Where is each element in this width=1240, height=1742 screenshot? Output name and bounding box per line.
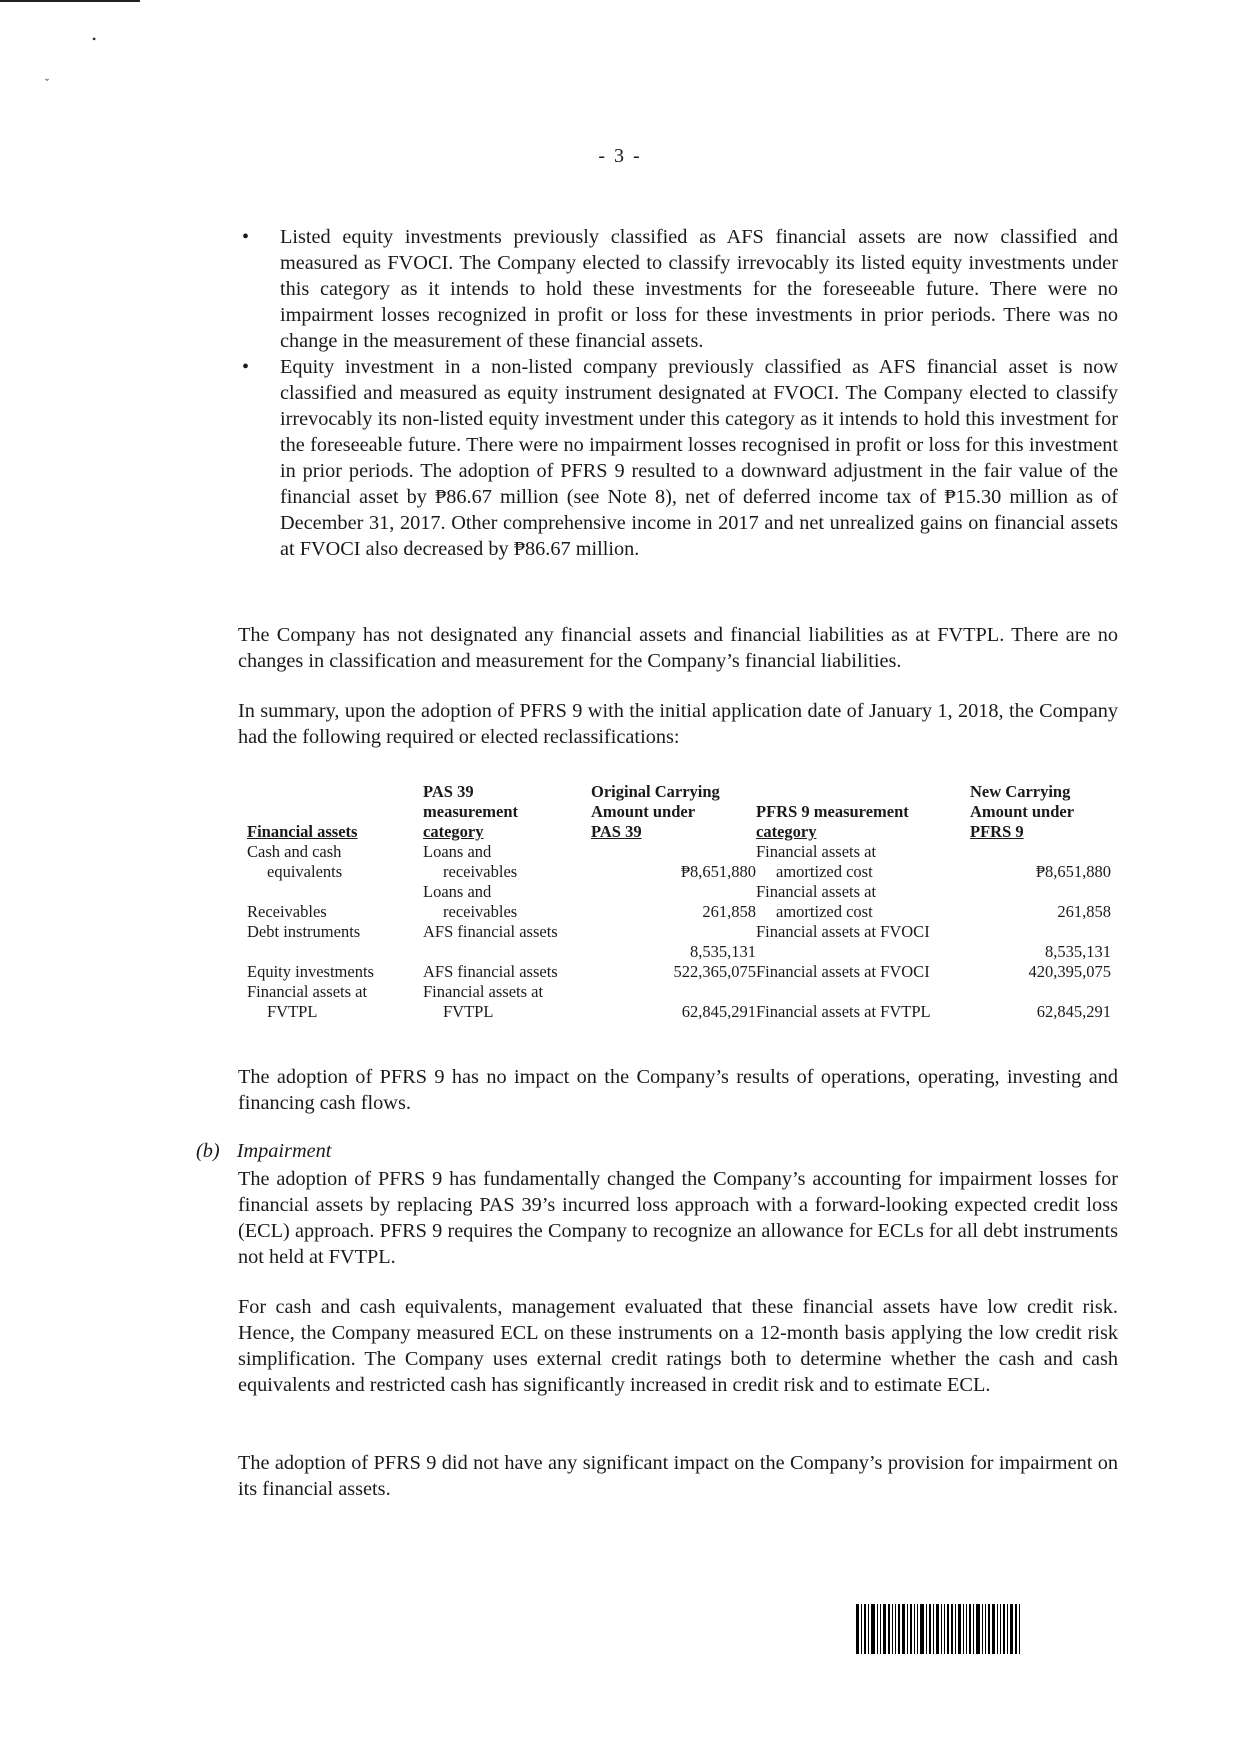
page-number: - 3 - bbox=[598, 145, 642, 167]
barcode-bar bbox=[920, 1604, 924, 1654]
barcode-bar bbox=[951, 1604, 953, 1654]
cell-original: 261,858 bbox=[702, 902, 756, 921]
cell-original: ₱8,651,880 bbox=[680, 862, 756, 881]
barcode-bar bbox=[877, 1604, 878, 1654]
summary-paragraph: In summary, upon the adoption of PFRS 9 with the initial application date of January 1, 2018, the Company had the following required or elected reclassifications: bbox=[238, 700, 1118, 748]
barcode-bar bbox=[1000, 1604, 1001, 1654]
table-row bbox=[247, 962, 1111, 982]
barcode-bar bbox=[936, 1604, 939, 1654]
barcode-bar bbox=[958, 1604, 961, 1654]
barcode-bar bbox=[917, 1604, 918, 1654]
barcode-bar bbox=[871, 1604, 875, 1654]
barcode-bar bbox=[1015, 1604, 1017, 1654]
cell-pfrs9: Financial assets at amortized cost bbox=[756, 882, 877, 921]
section-b-heading bbox=[196, 1140, 331, 1163]
barcode-bar bbox=[966, 1604, 967, 1654]
bullet-list bbox=[238, 224, 1118, 562]
barcode-bar bbox=[973, 1604, 974, 1654]
section-b-marker: (b) bbox=[196, 1140, 220, 1162]
barcode-bar bbox=[861, 1604, 862, 1654]
cell-asset: Equity investments bbox=[247, 962, 374, 981]
barcode-bar bbox=[888, 1604, 890, 1654]
table-row bbox=[247, 882, 1111, 922]
barcode-bar bbox=[892, 1604, 893, 1654]
barcode-bar bbox=[963, 1604, 964, 1654]
barcode-bar bbox=[926, 1604, 927, 1654]
header-new-carrying: New Carrying Amount under PFRS 9 bbox=[970, 782, 1075, 841]
section-b-title: Impairment bbox=[236, 1140, 332, 1162]
barcode-bar bbox=[910, 1604, 912, 1654]
cell-new: 62,845,291 bbox=[1036, 1002, 1111, 1021]
cell-original: 522,365,075 bbox=[673, 962, 756, 981]
barcode-bar bbox=[1007, 1604, 1008, 1654]
barcode-bar bbox=[898, 1604, 900, 1654]
header-original-carrying: Original Carrying Amount under PAS 39 bbox=[591, 782, 720, 841]
cell-original: 62,845,291 bbox=[681, 1002, 756, 1021]
barcode-bar bbox=[944, 1604, 945, 1654]
barcode-bar bbox=[864, 1604, 866, 1654]
cell-pfrs9: Financial assets at amortized cost bbox=[756, 842, 877, 881]
cell-pas39: AFS financial assets bbox=[423, 922, 558, 941]
barcode-bar bbox=[969, 1604, 971, 1654]
cell-new: ₱8,651,880 bbox=[1035, 862, 1111, 881]
table-row bbox=[247, 922, 1111, 962]
barcode-bar bbox=[1019, 1604, 1020, 1654]
barcode-bar bbox=[856, 1604, 859, 1654]
impairment-paragraph-3: The adoption of PFRS 9 did not have any significant impact on the Company’s provision for impairment on its financial assets. bbox=[238, 1452, 1118, 1500]
barcode-bar bbox=[985, 1604, 986, 1654]
barcode-bar bbox=[982, 1604, 983, 1654]
top-edge-rule bbox=[0, 0, 140, 2]
barcode-bar bbox=[880, 1604, 881, 1654]
table-header-row bbox=[247, 782, 1111, 842]
cell-asset: Debt instruments bbox=[247, 922, 361, 941]
cell-new: 261,858 bbox=[1057, 902, 1111, 921]
barcode-bar bbox=[988, 1604, 990, 1654]
header-pas39-category: PAS 39 measurement category bbox=[423, 782, 519, 841]
cell-asset: Receivables bbox=[247, 902, 327, 921]
bullet-non-listed-equity: • Equity investment in a non-listed company previously classified as AFS financial asset is now classified and measured as equity instrument designated at FVOCI. The Company elected to classify irrevocably its non-listed equity investment under this category as it intends to hold this investment for the foreseeable future. There were no impairment losses recognised in profit or loss for this investment in prior periods. The adoption of PFRS 9 resulted to a downward adjustment in the fair value of the financial asset by ₱86.67 million (see Note 8), net of deferred income tax of ₱15.30 million as of December 31, 2017. Other comprehensive income in 2017 and net unrealized gains on financial assets at FVOCI also decreased by ₱86.67 million. bbox=[238, 354, 1118, 562]
cell-new: 8,535,131 bbox=[1045, 942, 1111, 961]
cell-asset: Cash and cash equivalents bbox=[247, 842, 343, 881]
barcode-bar bbox=[992, 1604, 995, 1654]
scan-speck: ˇ bbox=[45, 76, 49, 90]
barcode-bar bbox=[868, 1604, 869, 1654]
barcode-bar bbox=[902, 1604, 905, 1654]
barcode-bar bbox=[941, 1604, 942, 1654]
cell-new: 420,395,075 bbox=[1028, 962, 1111, 981]
barcode-bar bbox=[1003, 1604, 1005, 1654]
barcode-bar bbox=[955, 1604, 956, 1654]
reclassification-table bbox=[247, 782, 1111, 1022]
cell-pfrs9: Financial assets at FVOCI bbox=[756, 922, 930, 941]
barcode bbox=[856, 1604, 1106, 1654]
cell-pfrs9: Financial assets at FVOCI bbox=[756, 962, 930, 981]
cell-pas39: AFS financial assets bbox=[423, 962, 558, 981]
cell-pas39: Loans and receivables bbox=[423, 842, 518, 881]
barcode-bar bbox=[914, 1604, 915, 1654]
bullet-listed-equity: • Listed equity investments previously classified as AFS financial assets are now classified and measured as FVOCI. The Company elected to classify irrevocably its listed equity investments under this category as it intends to hold these investments for the foreseeable future. There were no impairment losses recognized in profit or loss for these investments in prior periods. There was no change in the measurement of these financial assets. bbox=[238, 224, 1118, 354]
cell-pas39: Loans and receivables bbox=[423, 882, 518, 921]
barcode-bar bbox=[933, 1604, 934, 1654]
cell-original: 8,535,131 bbox=[690, 942, 756, 961]
table-row bbox=[247, 842, 1111, 882]
scan-speck: • bbox=[92, 32, 97, 46]
table-row bbox=[247, 982, 1111, 1022]
impairment-paragraph-2: For cash and cash equivalents, management evaluated that these financial assets have low credit risk. Hence, the Company measured ECL on these instruments on a 12-month basis applying the low credit risk simplification. The Company uses external credit ratings both to determine whether the cash and cash equivalents and restricted cash has significantly increased in credit risk and to estimate ECL. bbox=[238, 1296, 1118, 1396]
header-financial-assets: Financial assets bbox=[247, 822, 358, 841]
cell-pas39: Financial assets at FVTPL bbox=[423, 982, 544, 1021]
barcode-bar bbox=[907, 1604, 908, 1654]
barcode-bar bbox=[997, 1604, 998, 1654]
barcode-bar bbox=[929, 1604, 931, 1654]
cell-asset: Financial assets at FVTPL bbox=[247, 982, 368, 1021]
header-pfrs9-category: PFRS 9 measurement category bbox=[756, 802, 909, 841]
cell-pfrs9: Financial assets at FVTPL bbox=[756, 1002, 931, 1021]
impairment-paragraph-1: The adoption of PFRS 9 has fundamentally changed the Company’s accounting for impairment losses for financial assets by replacing PAS 39’s incurred loss approach with a forward-looking expected credit loss (ECL) approach. PFRS 9 requires the Company to recognize an allowance for ECLs for all debt instruments not held at FVTPL. bbox=[238, 1168, 1118, 1268]
barcode-bar bbox=[883, 1604, 886, 1654]
barcode-bar bbox=[895, 1604, 896, 1654]
barcode-bar bbox=[976, 1604, 980, 1654]
barcode-bar bbox=[947, 1604, 949, 1654]
no-impact-paragraph: The adoption of PFRS 9 has no impact on the Company’s results of operations, operating, investing and financing cash flows. bbox=[238, 1066, 1118, 1114]
barcode-bar bbox=[1010, 1604, 1013, 1654]
fvtpl-paragraph: The Company has not designated any financial assets and financial liabilities as at FVTPL. There are no changes in classification and measurement for the Company’s financial liabilities. bbox=[238, 624, 1118, 672]
